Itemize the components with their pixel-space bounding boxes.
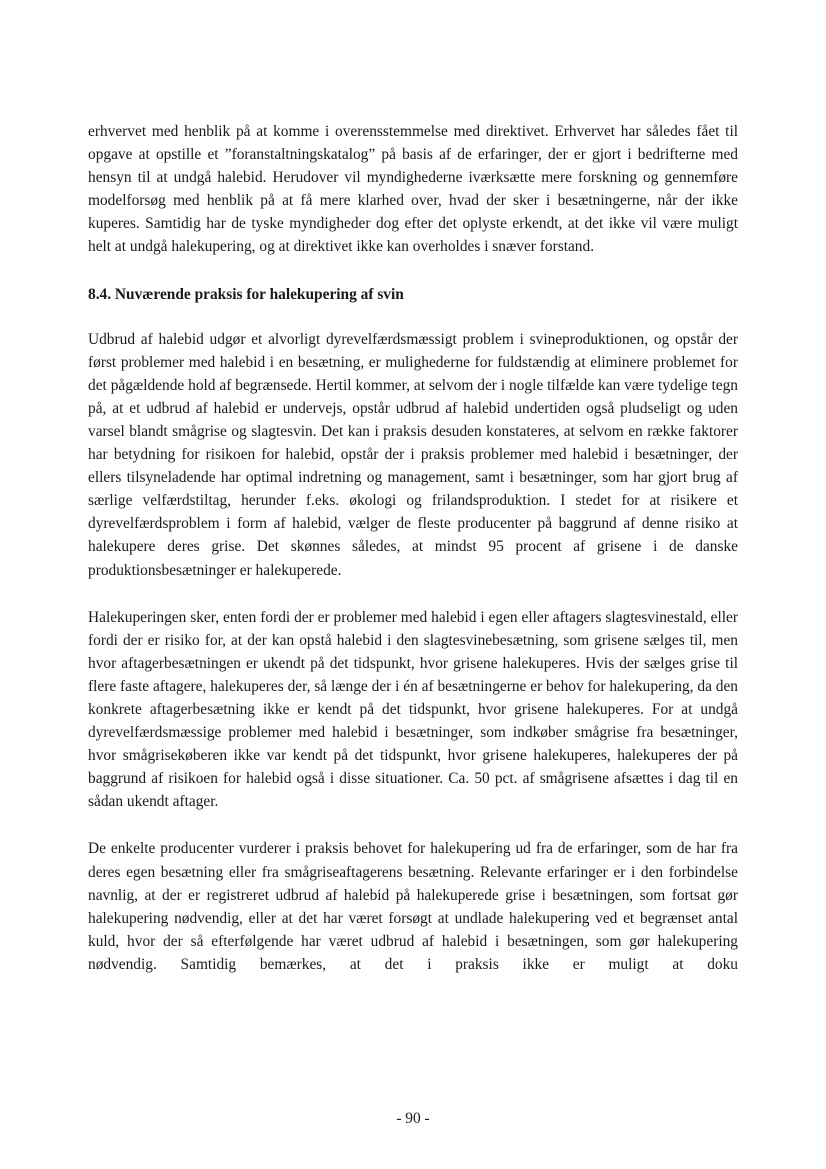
paragraph-continuation: erhvervet med henblik på at komme i overensstemmelse med direktivet. Erhvervet har således fået til opgave at opstille et ”foranstaltningskatalog” på basis af de erfaringer, der er gjort i bedrifterne med hensyn til at undgå halebid. Herudover vil myndighederne iværksætte mere forskning og gennemføre modelforsøg med henblik på at få mere klarhed over, hvad der sker i besætningerne, når der ikke kuperes. Samtidig har de tyske myndigheder dog efter det oplyste erkendt, at det ikke vil være muligt helt at undgå halekupering, og at direktivet ikke kan overholdes i snæver forstand. [88,123,738,256]
paragraph: Udbrud af halebid udgør et alvorligt dyrevelfærdsmæssigt problem i svineproduktionen, og opstår der først problemer med halebid i en besætning, er mulighederne for fuldstændig at eliminere problemet for det pågældende hold af begrænsede. Hertil kommer, at selvom der i nogle tilfælde kan være tydelige tegn på, at et udbrud af halebid er undervejs, opstår udbrud af halebid undertiden også pludseligt og uden varsel blandt smågrise og slagtesvin. Det kan i praksis desuden konstateres, at selvom en række faktorer har betydning for risikoen for halebid, opstår der i praksis problemer med halebid i besætninger, der ellers tilsyneladende har optimal indretning og management, samt i besætninger, som har gjort brug af særlige velfærdstiltag, herunder f.eks. økologi og frilandsproduktion. I stedet for at risikere et dyrevelfærdsproblem i form af halebid, vælger de fleste producenter på baggrund af denne risiko at halekupere deres grise. Det skønnes således, at mindst 95 procent af grisene i de danske produktionsbesætninger er halekuperede. [88,330,738,579]
paragraph: Halekuperingen sker, enten fordi der er problemer med halebid i egen eller aftagers slagtesvinestald, eller fordi der er risiko for, at der kan opstå halebid i den slagtesvinebesætning, som grisene sælges til, men hvor aftagerbesætningen er ukendt på det tidspunkt, hvor grisene halekuperes. Hvis der sælges grise til flere faste aftagere, halekuperes der, så længe der i én af besætningerne er behov for halekupering, da den konkrete aftagerbesætning ikke er kendt på det tidspunkt, hvor grisene halekuperes. For at undgå dyrevelfærdsmæssige problemer med halebid i besætninger, som indkøber smågrise fra besætninger, hvor smågrisekøberen ikke var kendt på det tidspunkt, hvor grisene halekuperes, halekuperes der på baggrund af risikoen for halebid også i disse situationer. Ca. 50 pct. af smågrisene afsættes i dag til en sådan ukendt aftager. [88,608,738,811]
section-heading: 8.4. Nuværende praksis for halekupering af svin [88,285,404,303]
page-body [88,120,738,976]
paragraph: De enkelte producenter vurderer i praksis behovet for halekupering ud fra de erfaringer, som de har fra deres egen besætning eller fra smågriseaftagerens besætning. Relevante erfaringer er i den forbindelse navnlig, at der er registreret udbrud af halebid på halekuperede grise i besætningen, som fortsat gør halekupering nødvendig, eller at det har været forsøgt at undlade halekupering ved et begrænset antal kuld, hvor der så efterfølgende har været udbrud af halebid i besætningen, som gør halekupering nødvendig. Samtidig bemærkes, at det i praksis ikke er muligt at doku [88,840,738,973]
page-number: - 90 - [396,1110,430,1127]
